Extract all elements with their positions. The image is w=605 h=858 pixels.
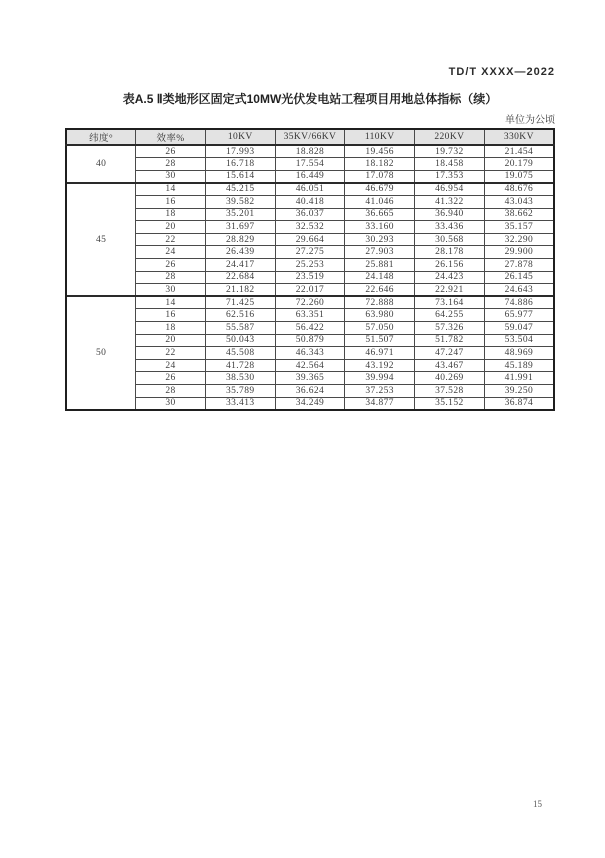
- efficiency-cell: 20: [136, 334, 206, 347]
- value-cell: 17.993: [205, 145, 275, 158]
- table-row: [66, 284, 554, 297]
- value-cell: 29.900: [484, 246, 554, 259]
- table-row: [66, 397, 554, 410]
- efficiency-cell: 28: [136, 385, 206, 398]
- value-cell: 28.829: [205, 233, 275, 246]
- doc-standard-number: TD/T XXXX—2022: [448, 66, 555, 78]
- table-row: [66, 322, 554, 335]
- value-cell: 26.439: [205, 246, 275, 259]
- table-row: [66, 296, 554, 309]
- value-cell: 21.182: [205, 284, 275, 297]
- value-cell: 46.954: [415, 183, 485, 196]
- column-header: 纬度°: [66, 129, 136, 145]
- table-row: [66, 233, 554, 246]
- value-cell: 30.293: [345, 233, 415, 246]
- value-cell: 19.075: [484, 170, 554, 183]
- value-cell: 59.047: [484, 322, 554, 335]
- value-cell: 33.160: [345, 221, 415, 234]
- value-cell: 37.253: [345, 385, 415, 398]
- efficiency-cell: 26: [136, 258, 206, 271]
- value-cell: 24.423: [415, 271, 485, 284]
- value-cell: 74.886: [484, 296, 554, 309]
- value-cell: 35.152: [415, 397, 485, 410]
- column-header: 效率%: [136, 129, 206, 145]
- value-cell: 27.903: [345, 246, 415, 259]
- value-cell: 63.980: [345, 309, 415, 322]
- latitude-cell: 45: [66, 183, 136, 296]
- page-number: 15: [533, 799, 542, 809]
- column-header: 10KV: [205, 129, 275, 145]
- efficiency-cell: 18: [136, 322, 206, 335]
- value-cell: 71.425: [205, 296, 275, 309]
- value-cell: 46.051: [275, 183, 345, 196]
- latitude-cell: 50: [66, 296, 136, 409]
- efficiency-cell: 16: [136, 195, 206, 208]
- value-cell: 41.728: [205, 359, 275, 372]
- table-header: [66, 129, 554, 145]
- table-row: [66, 359, 554, 372]
- efficiency-cell: 26: [136, 372, 206, 385]
- efficiency-cell: 24: [136, 246, 206, 259]
- efficiency-cell: 28: [136, 158, 206, 171]
- value-cell: 35.789: [205, 385, 275, 398]
- value-cell: 45.189: [484, 359, 554, 372]
- value-cell: 45.215: [205, 183, 275, 196]
- value-cell: 24.417: [205, 258, 275, 271]
- value-cell: 63.351: [275, 309, 345, 322]
- value-cell: 38.662: [484, 208, 554, 221]
- value-cell: 18.458: [415, 158, 485, 171]
- value-cell: 46.679: [345, 183, 415, 196]
- value-cell: 17.554: [275, 158, 345, 171]
- value-cell: 50.043: [205, 334, 275, 347]
- value-cell: 27.275: [275, 246, 345, 259]
- value-cell: 33.436: [415, 221, 485, 234]
- value-cell: 19.732: [415, 145, 485, 158]
- value-cell: 36.624: [275, 385, 345, 398]
- value-cell: 45.508: [205, 347, 275, 360]
- value-cell: 31.697: [205, 221, 275, 234]
- value-cell: 29.664: [275, 233, 345, 246]
- value-cell: 15.614: [205, 170, 275, 183]
- value-cell: 39.994: [345, 372, 415, 385]
- table-row: [66, 347, 554, 360]
- table-row: [66, 385, 554, 398]
- value-cell: 56.422: [275, 322, 345, 335]
- value-cell: 26.145: [484, 271, 554, 284]
- value-cell: 46.971: [345, 347, 415, 360]
- value-cell: 28.178: [415, 246, 485, 259]
- value-cell: 50.879: [275, 334, 345, 347]
- value-cell: 55.587: [205, 322, 275, 335]
- value-cell: 32.290: [484, 233, 554, 246]
- value-cell: 62.516: [205, 309, 275, 322]
- value-cell: 30.568: [415, 233, 485, 246]
- value-cell: 24.643: [484, 284, 554, 297]
- value-cell: 40.418: [275, 195, 345, 208]
- value-cell: 34.877: [345, 397, 415, 410]
- value-cell: 36.940: [415, 208, 485, 221]
- value-cell: 42.564: [275, 359, 345, 372]
- value-cell: 37.528: [415, 385, 485, 398]
- value-cell: 46.343: [275, 347, 345, 360]
- unit-note: 单位为公顷: [505, 115, 555, 126]
- efficiency-cell: 26: [136, 145, 206, 158]
- table-title: 表A.5 Ⅱ类地形区固定式10MW光伏发电站工程项目用地总体指标（续）: [122, 92, 498, 106]
- column-header: 35KV/66KV: [275, 129, 345, 145]
- table-header-row: [66, 129, 554, 145]
- value-cell: 36.037: [275, 208, 345, 221]
- value-cell: 53.504: [484, 334, 554, 347]
- column-header: 220KV: [415, 129, 485, 145]
- table-row: [66, 309, 554, 322]
- column-header: 110KV: [345, 129, 415, 145]
- table-body: [66, 145, 554, 410]
- value-cell: 17.353: [415, 170, 485, 183]
- value-cell: 41.991: [484, 372, 554, 385]
- value-cell: 18.828: [275, 145, 345, 158]
- table-row: [66, 195, 554, 208]
- value-cell: 57.326: [415, 322, 485, 335]
- table-row: [66, 334, 554, 347]
- value-cell: 21.454: [484, 145, 554, 158]
- value-cell: 33.413: [205, 397, 275, 410]
- table-row: [66, 208, 554, 221]
- value-cell: 35.201: [205, 208, 275, 221]
- value-cell: 36.665: [345, 208, 415, 221]
- value-cell: 35.157: [484, 221, 554, 234]
- efficiency-cell: 14: [136, 183, 206, 196]
- value-cell: 41.046: [345, 195, 415, 208]
- value-cell: 39.365: [275, 372, 345, 385]
- column-header: 330KV: [484, 129, 554, 145]
- value-cell: 18.182: [345, 158, 415, 171]
- value-cell: 39.250: [484, 385, 554, 398]
- efficiency-cell: 16: [136, 309, 206, 322]
- value-cell: 25.881: [345, 258, 415, 271]
- value-cell: 41.322: [415, 195, 485, 208]
- efficiency-cell: 22: [136, 233, 206, 246]
- value-cell: 17.078: [345, 170, 415, 183]
- table-row: [66, 158, 554, 171]
- value-cell: 27.878: [484, 258, 554, 271]
- value-cell: 20.179: [484, 158, 554, 171]
- value-cell: 26.156: [415, 258, 485, 271]
- value-cell: 22.646: [345, 284, 415, 297]
- value-cell: 73.164: [415, 296, 485, 309]
- value-cell: 25.253: [275, 258, 345, 271]
- efficiency-cell: 28: [136, 271, 206, 284]
- table-row: [66, 221, 554, 234]
- value-cell: 48.676: [484, 183, 554, 196]
- value-cell: 47.247: [415, 347, 485, 360]
- value-cell: 43.467: [415, 359, 485, 372]
- efficiency-cell: 20: [136, 221, 206, 234]
- efficiency-cell: 24: [136, 359, 206, 372]
- value-cell: 64.255: [415, 309, 485, 322]
- table-row: [66, 170, 554, 183]
- value-cell: 40.269: [415, 372, 485, 385]
- value-cell: 22.921: [415, 284, 485, 297]
- value-cell: 38.530: [205, 372, 275, 385]
- value-cell: 16.718: [205, 158, 275, 171]
- value-cell: 51.782: [415, 334, 485, 347]
- table-row: [66, 258, 554, 271]
- value-cell: 48.969: [484, 347, 554, 360]
- value-cell: 72.260: [275, 296, 345, 309]
- efficiency-cell: 22: [136, 347, 206, 360]
- value-cell: 43.192: [345, 359, 415, 372]
- value-cell: 24.148: [345, 271, 415, 284]
- value-cell: 19.456: [345, 145, 415, 158]
- value-cell: 34.249: [275, 397, 345, 410]
- value-cell: 36.874: [484, 397, 554, 410]
- value-cell: 16.449: [275, 170, 345, 183]
- table-row: [66, 145, 554, 158]
- table-row: [66, 246, 554, 259]
- value-cell: 23.519: [275, 271, 345, 284]
- value-cell: 72.888: [345, 296, 415, 309]
- value-cell: 51.507: [345, 334, 415, 347]
- table-row: [66, 372, 554, 385]
- latitude-cell: 40: [66, 145, 136, 183]
- land-use-indicator-table: [65, 128, 555, 411]
- efficiency-cell: 18: [136, 208, 206, 221]
- efficiency-cell: 30: [136, 170, 206, 183]
- table-row: [66, 183, 554, 196]
- value-cell: 43.043: [484, 195, 554, 208]
- efficiency-cell: 30: [136, 397, 206, 410]
- value-cell: 22.684: [205, 271, 275, 284]
- value-cell: 39.582: [205, 195, 275, 208]
- value-cell: 57.050: [345, 322, 415, 335]
- efficiency-cell: 30: [136, 284, 206, 297]
- value-cell: 65.977: [484, 309, 554, 322]
- value-cell: 22.017: [275, 284, 345, 297]
- value-cell: 32.532: [275, 221, 345, 234]
- efficiency-cell: 14: [136, 296, 206, 309]
- table-row: [66, 271, 554, 284]
